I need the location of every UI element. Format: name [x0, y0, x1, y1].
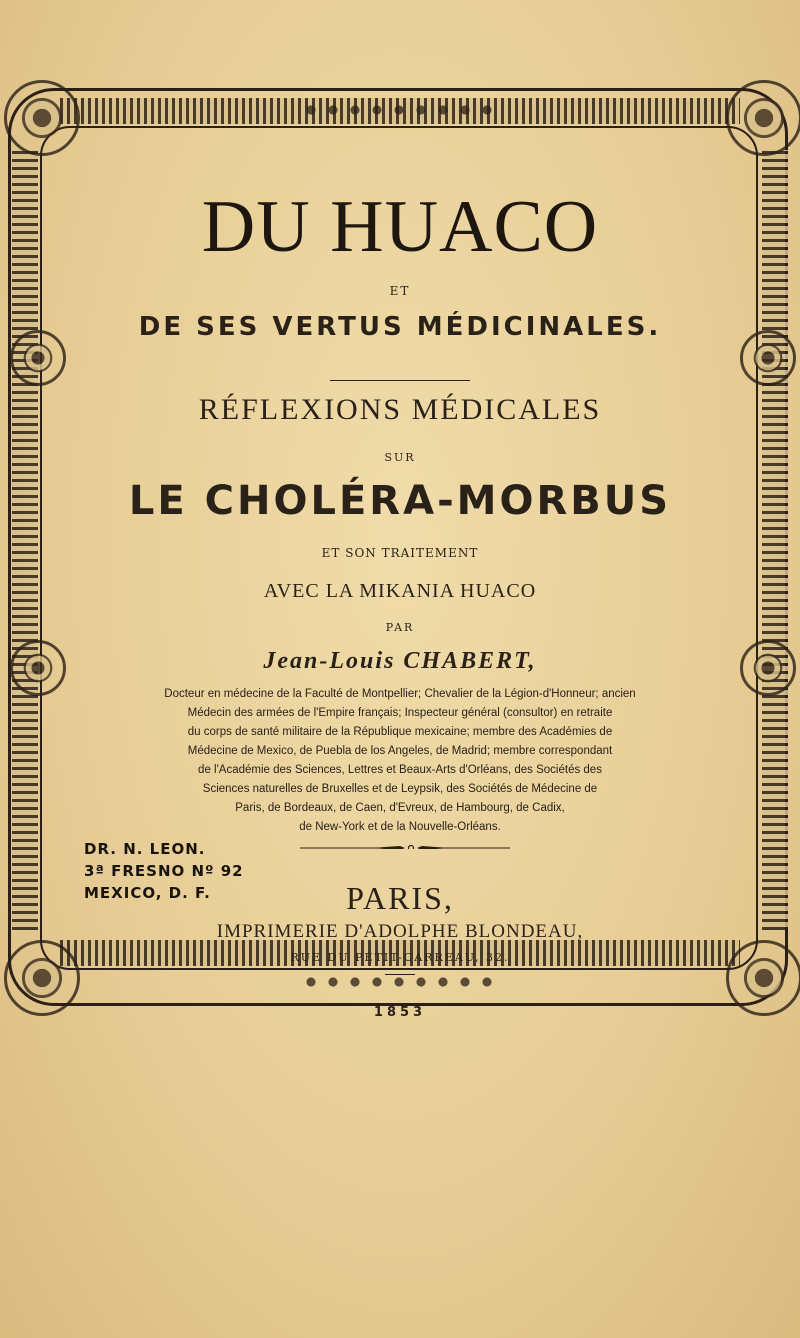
side-ornament-left-upper: [10, 330, 66, 386]
word-sur: SUR: [384, 451, 416, 464]
side-ornament-right-upper: [740, 330, 796, 386]
credentials-line: Sciences naturelles de Bruxelles et de Leypsik, des Sociétés de Médecine de: [202, 783, 598, 795]
main-title: DU HUACO: [201, 186, 599, 268]
imprint-street: RUE DU PETIT-CARREAU, 32.: [290, 951, 510, 964]
remedy-line: AVEC LA MIKANIA HUACO: [263, 580, 537, 602]
credentials-line: Médecin des armées de l'Empire français; Inspecteur général (consultor) en retraite: [187, 707, 613, 719]
disease-title: LE CHOLÉRA-MORBUS: [128, 478, 672, 524]
credentials-line: de l'Académie des Sciences, Lettres et Beaux-Arts d'Orléans, des Sociétés des: [198, 764, 602, 776]
heading-reflexions: RÉFLEXIONS MÉDICALES: [198, 393, 602, 426]
side-ornament-left-lower: [10, 640, 66, 696]
imprint-block: [60, 880, 740, 1020]
title-rule: [330, 380, 470, 381]
corner-ornament-top-left: [4, 80, 80, 156]
corner-ornament-top-right: [726, 80, 800, 156]
word-par: PAR: [385, 621, 415, 634]
imprint-printer: IMPRIMERIE D'ADOLPHE BLONDEAU,: [216, 921, 584, 942]
author-name: Jean-Louis CHABERT,: [263, 648, 537, 674]
credentials-line: de New-York et de la Nouvelle-Orléans.: [299, 821, 501, 833]
stamp-line-city: MEXICO, D. F.: [84, 884, 211, 902]
credentials-line: Docteur en médecine de la Faculté de Montpellier; Chevalier de la Légion-d'Honneur; ancien: [164, 688, 636, 700]
imprint-rule: [385, 974, 415, 975]
title-block: [60, 186, 740, 837]
credentials-line: Médecine de Mexico, de Puebla de los Angeles, de Madrid; membre correspondant: [187, 745, 613, 757]
treatment-line: ET SON TRAITEMENT: [321, 546, 479, 560]
conjunction-et: ET: [389, 284, 411, 298]
top-center-ornament: [300, 100, 500, 120]
credentials-line: Paris, de Bordeaux, de Caen, d'Evreux, de Hambourg, de Cadix,: [235, 802, 565, 814]
stamp-line-name: DR. N. LEON.: [84, 840, 206, 858]
imprint-year: 1853: [373, 1005, 427, 1020]
side-ornament-right-lower: [740, 640, 796, 696]
credentials-line: du corps de santé militaire de la République mexicaine; membre des Académies de: [187, 726, 613, 738]
author-credentials: [65, 685, 735, 837]
ornamental-band-right: [762, 150, 788, 930]
imprint-city: PARIS,: [346, 880, 454, 916]
section-divider-ornament: [300, 845, 510, 849]
stamp-line-address: 3ª FRESNO Nº 92: [84, 862, 244, 880]
ornamental-band-left: [12, 150, 38, 930]
subtitle: DE SES VERTUS MÉDICINALES.: [138, 312, 662, 342]
